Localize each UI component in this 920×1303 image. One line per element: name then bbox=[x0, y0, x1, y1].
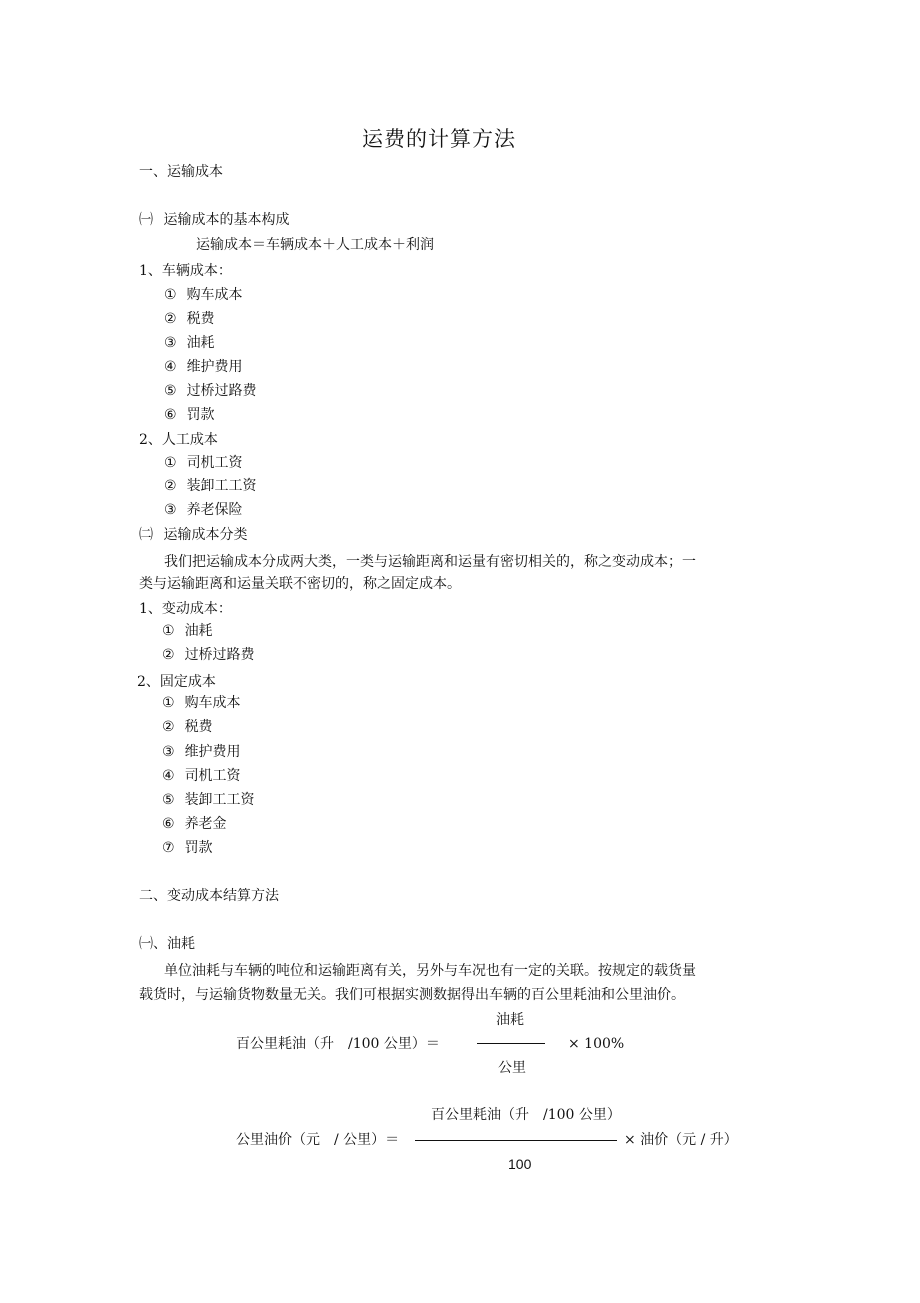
item-text: 罚款 bbox=[186, 407, 215, 423]
paragraph-line: 载货时，与运输货物数量无关。我们可根据实测数据得出车辆的百公里耗油和公里油价。 bbox=[139, 987, 685, 1003]
list-item bbox=[164, 312, 215, 326]
list-item bbox=[164, 336, 215, 350]
item-text: 油耗 bbox=[186, 335, 215, 351]
formula-rhs: × 100% bbox=[568, 1036, 625, 1052]
fraction-line bbox=[477, 1043, 545, 1044]
formula-denominator: 公里 bbox=[498, 1060, 526, 1076]
list-item bbox=[164, 360, 243, 374]
formula-denominator: 100 bbox=[508, 1156, 532, 1172]
item-number: ③ bbox=[164, 502, 177, 518]
item-number: ② bbox=[164, 478, 177, 494]
formula-numerator: 油耗 bbox=[496, 1012, 524, 1028]
list-item bbox=[162, 624, 213, 638]
subsection-heading bbox=[139, 528, 247, 542]
subsection-heading: ㈠、油耗 bbox=[139, 936, 195, 952]
item-number: ① bbox=[164, 287, 177, 303]
item-text: 购车成本 bbox=[184, 695, 241, 711]
item-number: ② bbox=[162, 719, 175, 735]
subsection-marker: ㈡ bbox=[139, 527, 153, 543]
subsection-marker: ㈠ bbox=[139, 212, 153, 228]
list-item bbox=[164, 288, 243, 302]
list-item bbox=[162, 793, 255, 807]
list-item bbox=[164, 503, 243, 517]
page-title: 运费的计算方法 bbox=[362, 127, 516, 151]
item-text: 养老金 bbox=[184, 816, 227, 832]
subsection-title: 运输成本分类 bbox=[163, 527, 248, 543]
item-number: ① bbox=[162, 623, 175, 639]
fraction-line bbox=[415, 1140, 617, 1141]
item-number: ② bbox=[164, 311, 177, 327]
list-heading: 1、车辆成本： bbox=[139, 263, 232, 279]
item-number: ③ bbox=[162, 744, 175, 760]
paragraph-line: 类与运输距离和运量关联不密切的，称之固定成本。 bbox=[139, 576, 461, 592]
section-heading: 二、变动成本结算方法 bbox=[139, 888, 279, 904]
list-item bbox=[164, 408, 215, 422]
item-text: 过桥过路费 bbox=[186, 383, 257, 399]
list-item bbox=[164, 384, 257, 398]
item-number: ⑥ bbox=[164, 407, 177, 423]
formula-rhs: × 油价（元 / 升） bbox=[624, 1132, 738, 1148]
formula-lhs: 百公里耗油（升 /100 公里）＝ bbox=[236, 1036, 440, 1052]
item-number: ⑤ bbox=[162, 792, 175, 808]
list-heading: 2、人工成本 bbox=[139, 432, 218, 448]
item-number: ③ bbox=[164, 335, 177, 351]
formula-lhs: 公里油价（元 / 公里）＝ bbox=[236, 1132, 400, 1148]
list-heading: 2、固定成本 bbox=[137, 674, 216, 690]
list-item bbox=[162, 817, 227, 831]
list-item bbox=[164, 456, 243, 470]
item-text: 油耗 bbox=[184, 623, 213, 639]
item-text: 养老保险 bbox=[186, 502, 243, 518]
subsection-heading bbox=[139, 213, 289, 227]
list-item bbox=[162, 648, 255, 662]
list-item bbox=[162, 745, 241, 759]
list-heading: 1、变动成本： bbox=[139, 601, 232, 617]
item-number: ① bbox=[162, 695, 175, 711]
item-number: ④ bbox=[162, 768, 175, 784]
list-item bbox=[162, 696, 241, 710]
item-text: 税费 bbox=[184, 719, 213, 735]
formula-numerator: 百公里耗油（升 /100 公里） bbox=[431, 1107, 621, 1123]
item-number: ⑤ bbox=[164, 383, 177, 399]
item-text: 维护费用 bbox=[184, 744, 241, 760]
subsection-title: 运输成本的基本构成 bbox=[163, 212, 290, 228]
item-number: ⑥ bbox=[162, 816, 175, 832]
item-text: 司机工资 bbox=[184, 768, 241, 784]
item-text: 罚款 bbox=[184, 840, 213, 856]
item-number: ② bbox=[162, 647, 175, 663]
item-text: 税费 bbox=[186, 311, 215, 327]
item-number: ① bbox=[164, 455, 177, 471]
item-text: 过桥过路费 bbox=[184, 647, 255, 663]
item-text: 装卸工工资 bbox=[186, 478, 257, 494]
paragraph-line: 我们把运输成本分成两大类，一类与运输距离和运量有密切相关的，称之变动成本；一 bbox=[164, 554, 696, 570]
item-text: 装卸工工资 bbox=[184, 792, 255, 808]
section-heading: 一、运输成本 bbox=[139, 164, 223, 180]
list-item bbox=[162, 769, 241, 783]
item-text: 司机工资 bbox=[186, 455, 243, 471]
cost-formula: 运输成本＝车辆成本＋人工成本＋利润 bbox=[196, 237, 434, 253]
list-item bbox=[164, 479, 257, 493]
item-number: ⑦ bbox=[162, 840, 175, 856]
list-item bbox=[162, 841, 213, 855]
paragraph-line: 单位油耗与车辆的吨位和运输距离有关，另外与车况也有一定的关联。按规定的载货量 bbox=[164, 963, 696, 979]
item-number: ④ bbox=[164, 359, 177, 375]
item-text: 购车成本 bbox=[186, 287, 243, 303]
item-text: 维护费用 bbox=[186, 359, 243, 375]
list-item bbox=[162, 720, 213, 734]
